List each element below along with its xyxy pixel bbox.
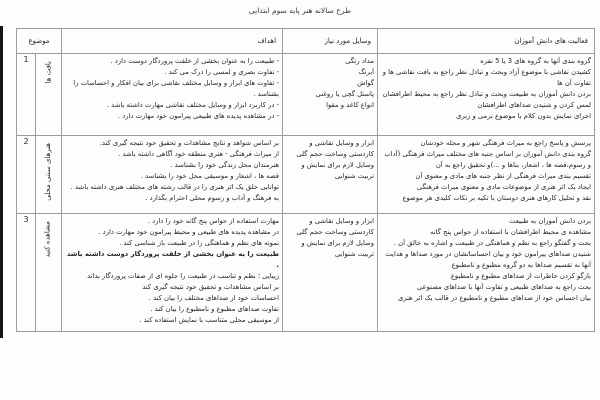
text-line: نمونه های نظم و هماهنگی را در طبیعت باز شناسی کند . — [119, 239, 280, 247]
materials-cell — [283, 214, 378, 332]
text-line: - تفاوت های ابزار و وسایل مختلف نقاشی برای بیان افکار و احساسات را بشناسد . — [73, 79, 280, 98]
text-line: - طبیعت را به عنوان بخشی از خلقت پروردگار دوست دارد . — [110, 57, 280, 65]
text-line: انواع کاغذ و مقوا — [326, 101, 375, 109]
text-line: کشیدن نقاشی با موضوع آزاد وبحث و تبادل نظر راجع به بافت نقاشی ها و تفاوت آن ها — [382, 68, 592, 87]
activities-cell — [378, 214, 595, 332]
text-line: تفاوت صداهای مطبوع و نامطبوع را بیان کند . — [150, 305, 280, 313]
text-line: شنیدن صداهای پیرامون خود و بیان احساساتشان در مورد صداها و هدایت آنها به تقسیم صداها به دو گروه مطبوع و نامطبوع — [385, 250, 592, 269]
text-line: مداد رنگی — [345, 57, 375, 65]
activities-cell — [378, 136, 595, 214]
subject-cell — [36, 136, 62, 214]
text-line: در مشاهده پدیده های طبیعی و محیط پیرامون خود مهارت دارد . — [98, 228, 280, 236]
subject-label: مشاهده کنید — [44, 221, 53, 258]
text-line: قصه ها ، اشعار و موسیقی محل خود را بشناسد . — [140, 172, 280, 180]
header-activities: فعالیت های دانش آموزان — [378, 29, 595, 54]
text-line: زیبایی ؛ نظم و تناسب در طبیعت را جلوه ای از صفات پروردگار بداند — [87, 272, 280, 280]
materials-cell — [283, 136, 378, 214]
table-row — [17, 54, 595, 136]
header-row — [17, 29, 595, 54]
text-line: طبیعت را به عنوان بخشی از خلقت پروردگار دوست داشته باشد . — [66, 250, 280, 269]
text-line: به فرهنگ و آداب و رسوم محلی احترام بگذارد . — [145, 194, 280, 202]
text-line: - تفاوت بصری و لمسی را درک می کند . — [164, 68, 280, 76]
text-line: از موسیقی محلی متناسب با نمایش استفاده کند . — [139, 316, 280, 324]
text-line: تقسیم بندی میراث فرهنگی از نظر جنبه های مادی و معنوی آن — [415, 172, 592, 180]
row-number: 2 — [17, 136, 36, 214]
subject-cell — [36, 54, 62, 136]
text-line: مهارت استفاده از حواس پنج گانه خود را دارد . — [147, 217, 280, 225]
goals-cell — [62, 214, 283, 332]
lesson-plan-table — [16, 28, 595, 332]
text-line: بردن دانش آموزان به طبیعت — [509, 217, 592, 225]
table-row — [17, 214, 595, 332]
text-line: وسایل لازم برای نمایش و تربیت شنوایی — [301, 239, 375, 258]
header-materials: وسایل مورد نیاز — [283, 29, 378, 54]
text-line: بازگو کردن خاطرات از صداهای مطبوع و نامطبوع — [450, 272, 592, 280]
text-line: گواش — [357, 79, 375, 87]
page-title: طرح سالانه هنر پایه سوم ابتدایی — [248, 6, 352, 15]
text-line: بحث راجع به صداهای طبیعی و تفاوت آنها با صداهای مصنوعی — [416, 283, 592, 291]
row-number: 3 — [17, 214, 36, 332]
text-line: نقد و تحلیل کارهای هنری دوستان با تکیه بر نکات کلیدی هر موضوع — [402, 194, 592, 202]
goals-cell — [62, 54, 283, 136]
text-line: ایجاد یک اثر هنری از موضوعات مادی و معنوی میراث فرهنگی — [416, 183, 592, 191]
text-line: بردن دانش آموزان به طبیعت وبحث و تبادل نظر راجع به محیط اطرافشان — [382, 90, 592, 98]
header-goals: اهداف — [62, 29, 283, 54]
text-line: - در کاربرد ابزار و وسایل مختلف نقاشی مهارت داشته باشد . — [106, 101, 280, 109]
text-line: لمس کردن و شنیدن صداهای اطرافشان — [477, 101, 592, 109]
text-line: هنرمندان محل زندگی خود را بشناسد . — [170, 161, 280, 169]
scan-artifact-bar — [0, 26, 3, 338]
subject-label: هنرهای سنتی محلی — [44, 143, 53, 201]
text-line: ابزار و وسایل نقاشی و کاردستی وساخت حجم گلی — [296, 139, 375, 158]
text-line: - در مشاهده پدیده های طبیعی پیرامون خود مهارت دارد . — [117, 112, 280, 120]
text-line: آبرنگ — [358, 68, 375, 76]
table-row — [17, 136, 595, 214]
text-line: بر اساس شواهد و نتایج مشاهدات و تحقیق خود نتیجه گیری کند. — [99, 139, 280, 147]
header-subject: موضوع — [17, 29, 62, 54]
subject-label: بافت ها — [44, 61, 53, 84]
text-line: از میراث فرهنگی - هنری منطقه خود آگاهی داشته باشد . — [118, 150, 280, 158]
activities-cell — [378, 54, 595, 136]
goals-cell — [62, 136, 283, 214]
text-line: وسایل لازم برای نمایش و تربیت شنوایی — [301, 161, 375, 180]
text-line: پاستل گچی یا روغنی — [315, 90, 375, 98]
text-line: بحث و گفتگو راجع به نظم و هماهنگی در طبیعت و اشاره به خالق آن . — [393, 239, 592, 247]
text-line: احساسات خود از صداهای مختلف را بیان کند . — [148, 294, 280, 302]
subject-cell — [36, 214, 62, 332]
text-line: بر اساس مشاهدات و تحقیق خود نتیجه گیری کند — [142, 283, 280, 291]
text-line: ابزار و وسایل نقاشی و کاردستی وساخت حجم گلی — [296, 217, 375, 236]
text-line: پرسش و پاسخ راجع به میراث فرهنگی شهر و محله خودشان — [420, 139, 592, 147]
text-line: بیان احساس خود از صداهای مطبوع و نامطبوع در قالب یک اثر هنری — [397, 294, 592, 302]
text-line: گروه بندی دانش آموزان بر اساس جنبه های مختلف میراث فرهنگی (آداب و رسوم،قصه ها ، اشعار، بناها و ...)و تحقیق راجع به آن — [384, 150, 592, 169]
text-line: مشاهده ی محیط اطرافشان با استفاده از حواس پنج گانه — [429, 228, 592, 236]
text-line: گروه بندی آنها به گروه های 3 یا 5 نفره — [480, 57, 592, 65]
materials-cell — [283, 54, 378, 136]
row-number: 1 — [17, 54, 36, 136]
text-line: توانایی خلق یک اثر هنری را در قالب رشته های مختلف هنری داشته باشد . — [70, 183, 280, 191]
text-line: اجرای نمایش بدون کلام با موضوع نرمی و زبری — [456, 112, 592, 120]
